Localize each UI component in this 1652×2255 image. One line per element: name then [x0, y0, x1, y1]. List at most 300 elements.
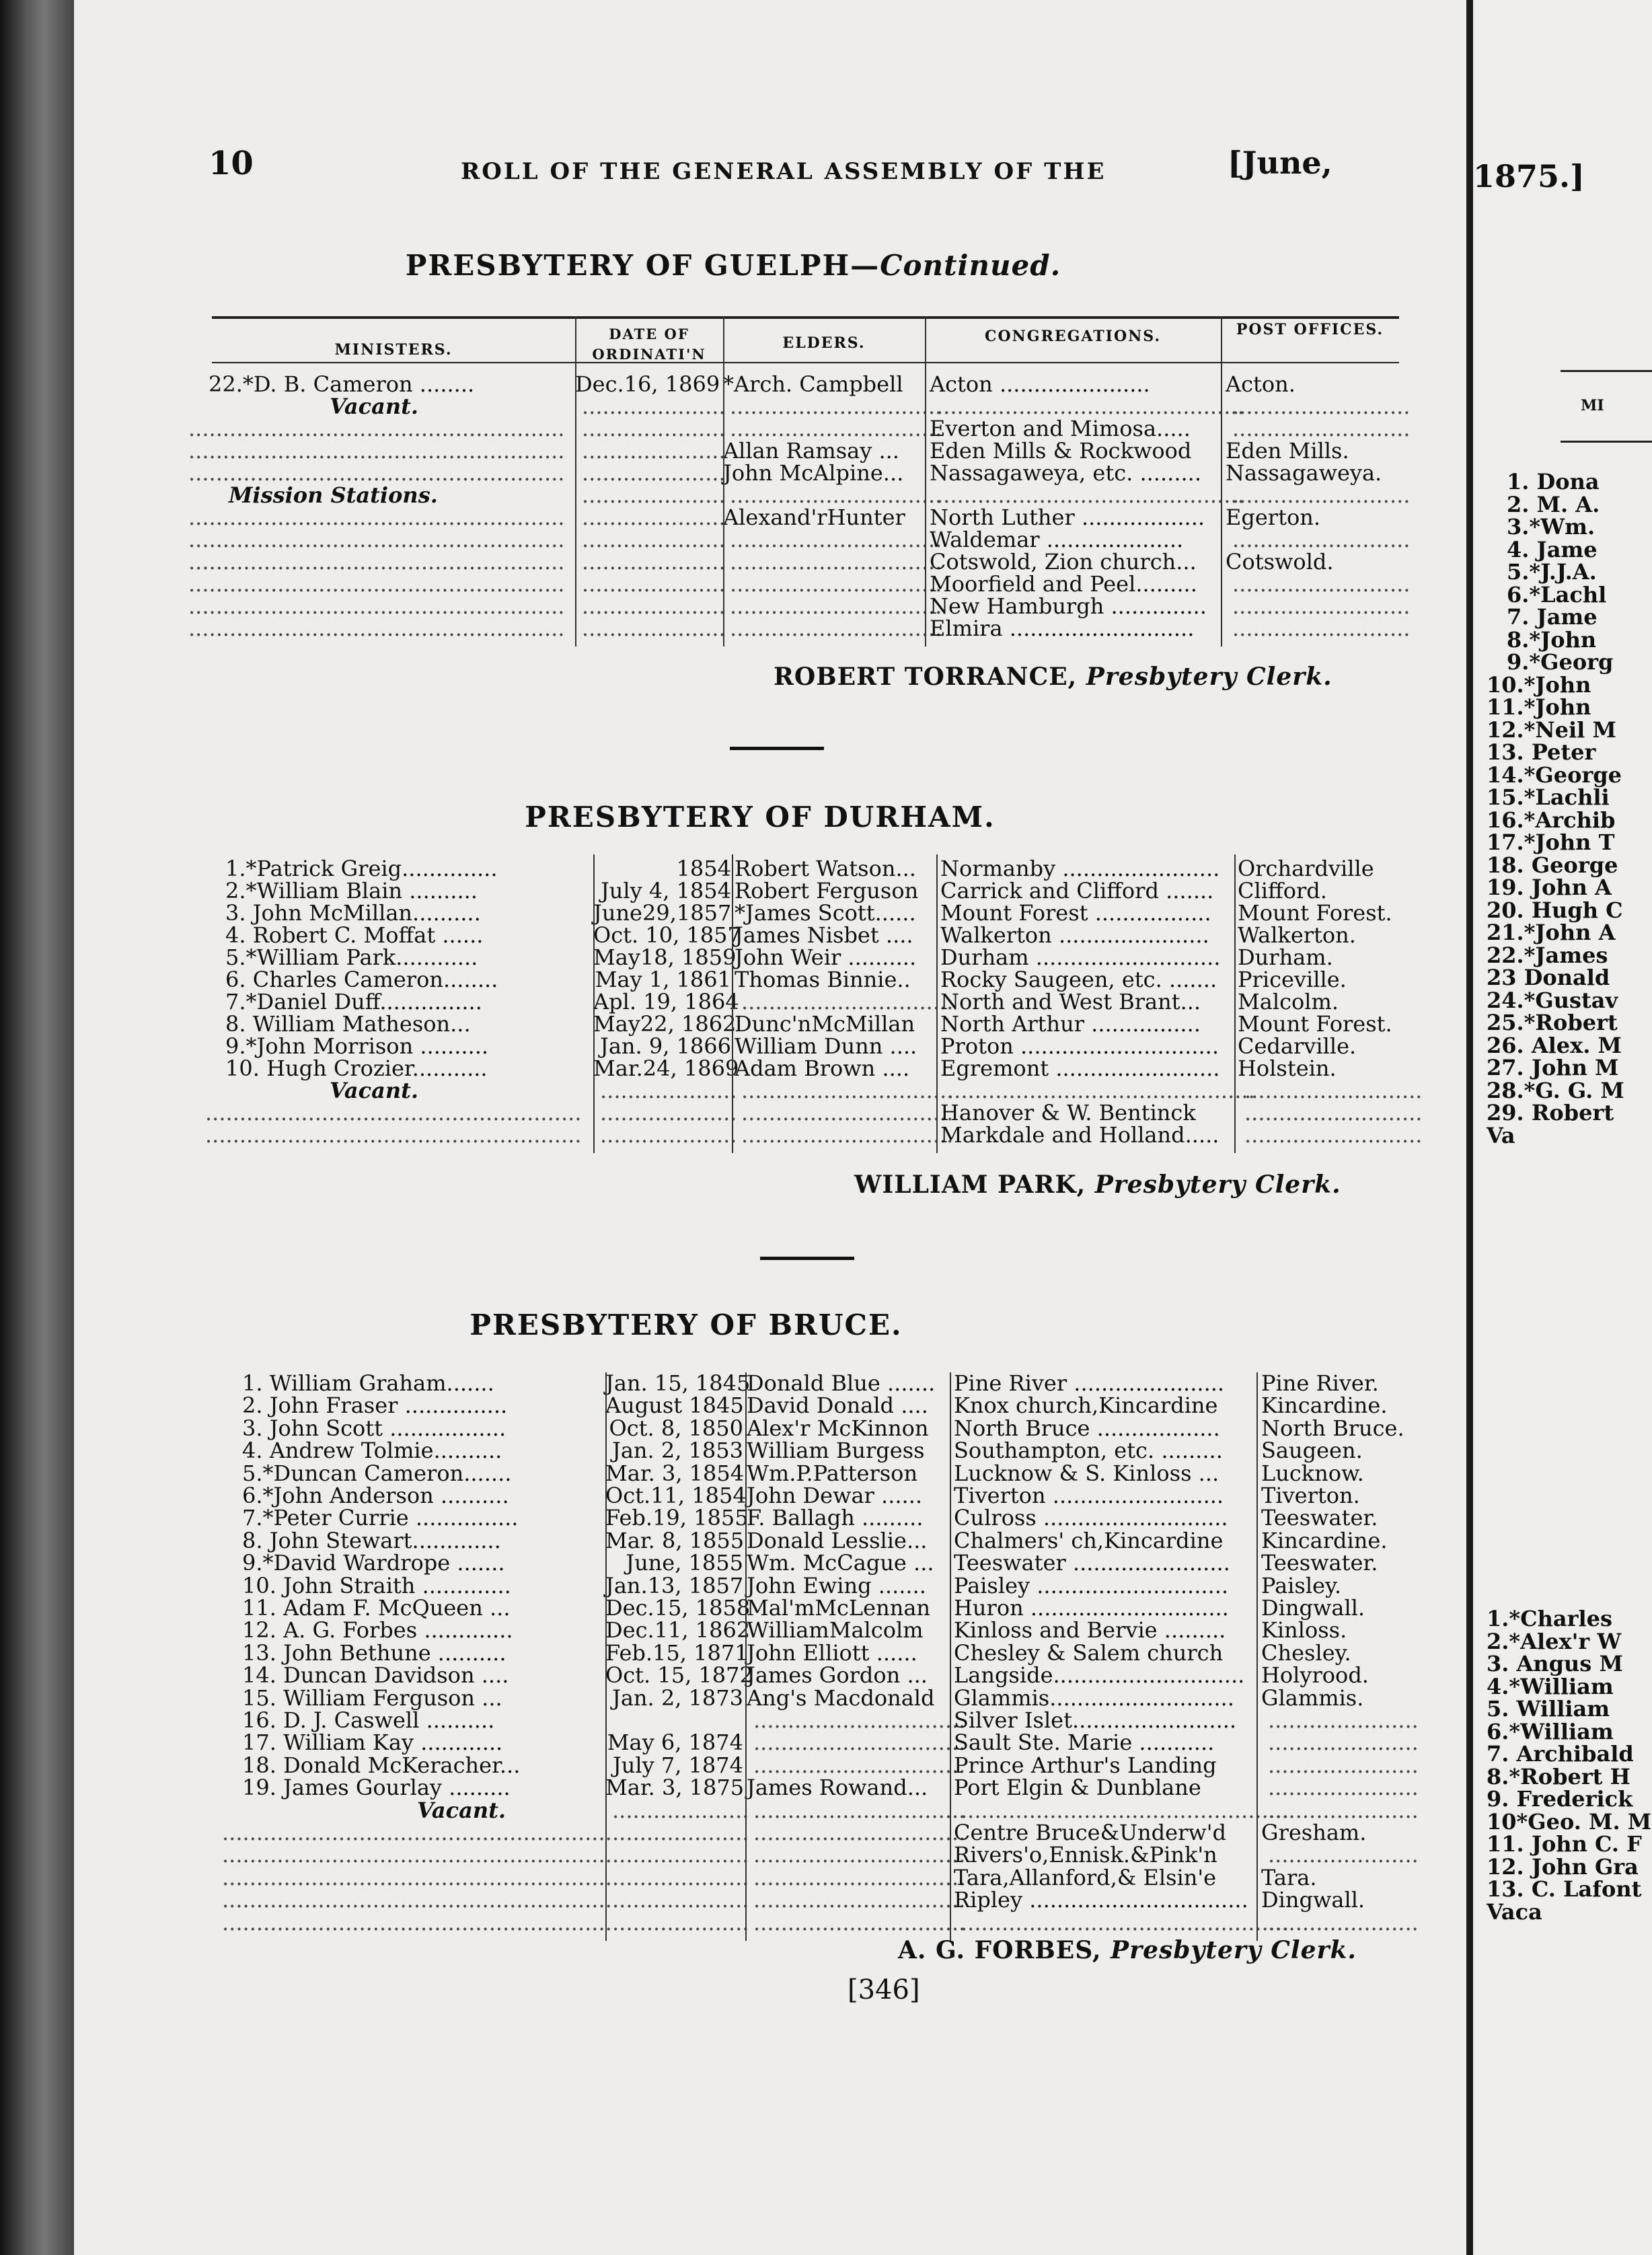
elder-name: John Elliott ......	[747, 1639, 917, 1666]
column-rule	[936, 854, 938, 1153]
elder-name: John Ewing .......	[747, 1572, 926, 1598]
minister-name: 5.*William Park............	[225, 945, 478, 970]
congregation-name: Knox church,Kincardine	[954, 1393, 1218, 1419]
facing-line: 20. Hugh C	[1487, 897, 1623, 923]
post-office: Clifford.	[1238, 878, 1327, 903]
facing-line: 8.*John	[1507, 626, 1597, 653]
facing-line: 1.*Charles	[1487, 1606, 1612, 1631]
facing-line: 4.*William	[1487, 1673, 1614, 1699]
filler-dots: ..........................	[1232, 482, 1411, 508]
facing-line: 11. John C. F	[1487, 1831, 1642, 1857]
elder-name: Donald Blue .......	[747, 1370, 936, 1396]
separator-2	[760, 1257, 854, 1260]
filler-dots: ...............................	[730, 394, 942, 419]
facing-line: 21.*John A	[1487, 920, 1616, 945]
post-office: North Bruce.	[1261, 1415, 1404, 1441]
post-office: Tara.	[1261, 1864, 1317, 1890]
congregation-name: Carrick and Clifford .......	[940, 878, 1214, 903]
post-office: Saugeen.	[1261, 1438, 1363, 1464]
ordination-date: May18, 1859	[593, 945, 737, 970]
congregation-name: Teeswater .......................	[954, 1550, 1230, 1576]
filler-dots: .......................................................	[188, 616, 565, 641]
congregation-name: Glammis...........................	[954, 1685, 1234, 1711]
minister-name: Vacant.	[330, 1078, 419, 1103]
post-office: Durham.	[1238, 945, 1333, 970]
ordination-date: Jan. 2, 1873	[612, 1685, 743, 1711]
post-office: Priceville.	[1238, 967, 1347, 992]
filler-dots: ....................	[600, 1122, 737, 1148]
facing-line: 6.*William	[1487, 1718, 1614, 1744]
congregation-name: Eden Mills & Rockwood	[930, 438, 1192, 464]
congregation-name: Southampton, etc. .........	[954, 1438, 1223, 1464]
durham-clerk-name: WILLIAM PARK,	[854, 1171, 1086, 1199]
post-office: Acton.	[1226, 371, 1296, 397]
bruce-clerk	[898, 1936, 1357, 1964]
page-gutter	[1466, 0, 1473, 2255]
ordination-date: Oct.11, 1854	[605, 1483, 747, 1508]
running-title: ROLL OF THE GENERAL ASSEMBLY OF THE	[461, 158, 1106, 185]
congregation-name: Langside............................	[954, 1662, 1245, 1689]
congregation-name: Paisley ............................	[954, 1572, 1229, 1598]
minister-name: 17. William Kay ............	[242, 1730, 503, 1756]
filler-dots: ......................	[1268, 1707, 1419, 1733]
facing-line: 23 Donald	[1487, 965, 1610, 990]
elder-name: WilliamMalcolm	[747, 1617, 924, 1643]
ordination-date: Jan. 2, 1853	[612, 1438, 743, 1464]
page-reference: [346]	[848, 1974, 920, 2005]
facing-line: Va	[1487, 1122, 1515, 1148]
column-rule	[950, 1372, 951, 1941]
page-number: 10	[209, 145, 254, 182]
durham-title: PRESBYTERY OF DURHAM.	[525, 801, 996, 834]
filler-dots: .....................	[582, 416, 726, 441]
congregation-name: Elmira ...........................	[930, 616, 1195, 641]
facing-line: 8.*Robert H	[1487, 1763, 1630, 1789]
elder-name: Wm.P.Patterson	[747, 1460, 918, 1486]
minister-name: 4. Andrew Tolmie..........	[242, 1438, 502, 1464]
elder-name: James Rowand...	[747, 1775, 928, 1801]
facing-line: 5. William	[1487, 1696, 1610, 1722]
col-head-ministers: MINISTERS.	[334, 341, 453, 359]
elder-name: Robert Ferguson	[735, 878, 919, 903]
facing-line: Vaca	[1487, 1898, 1542, 1925]
minister-name: 6.*John Anderson ..........	[242, 1483, 509, 1508]
ordination-date: Jan.13, 1857	[605, 1572, 744, 1598]
elder-name: James Gordon ...	[747, 1662, 928, 1689]
post-office: Mount Forest.	[1238, 900, 1392, 926]
filler-dots: ..........................	[1232, 616, 1411, 641]
elder-name: *James Scott......	[735, 900, 916, 926]
facing-line: 13. C. Lafont	[1487, 1876, 1642, 1902]
minister-name: 7.*Peter Currie ...............	[242, 1505, 519, 1531]
guelph-title	[74, 249, 1392, 282]
congregation-name: Rocky Saugeen, etc. .......	[940, 967, 1217, 992]
minister-name: 12. A. G. Forbes .............	[242, 1617, 513, 1643]
col-head-congregations: CONGREGATIONS.	[985, 328, 1161, 345]
facing-line: 13. Peter	[1487, 739, 1596, 765]
filler-dots: .........................................................	[222, 1820, 612, 1845]
facing-line: 29. Robert	[1487, 1100, 1614, 1125]
post-office: Paisley.	[1261, 1572, 1341, 1598]
ordination-date: Oct. 8, 1850	[609, 1415, 743, 1441]
document-page	[74, 0, 1466, 2255]
filler-dots: ...............................	[730, 593, 942, 619]
facing-line: 12. John Gra	[1487, 1853, 1639, 1880]
facing-line: 9. Frederick	[1487, 1786, 1633, 1812]
facing-line: 14.*George	[1487, 762, 1622, 788]
minister-name: 8. John Stewart.............	[242, 1527, 501, 1553]
minister-name: 1. William Graham.......	[242, 1370, 494, 1396]
ordination-date: Mar. 3, 1875	[605, 1775, 745, 1801]
elder-name: David Donald ....	[747, 1393, 928, 1419]
filler-dots: .........................................................	[222, 1864, 612, 1890]
elder-name: Robert Watson...	[735, 856, 916, 881]
running-month: [June,	[1228, 145, 1332, 181]
filler-dots: .........................................................	[222, 1909, 612, 1935]
ordination-date: July 7, 1874	[612, 1752, 743, 1778]
column-rule	[605, 1372, 607, 1941]
congregation-name: North and West Brant...	[940, 989, 1201, 1014]
facing-line: 18. George	[1487, 852, 1618, 878]
congregation-name: Chesley & Salem church	[954, 1639, 1224, 1666]
elder-name: John Weir ..........	[735, 945, 917, 970]
ordination-date: July 4, 1854	[600, 878, 731, 903]
filler-dots: ......................	[1268, 1909, 1419, 1935]
congregation-name: Markdale and Holland.....	[940, 1122, 1219, 1148]
minister-name: 18. Donald McKeracher...	[242, 1752, 521, 1778]
filler-dots: .....................	[582, 438, 726, 464]
ordination-date: Dec.15, 1858	[605, 1595, 751, 1621]
filler-dots: .......................................................	[205, 1100, 582, 1125]
guelph-title-main: PRESBYTERY OF GUELPH—	[405, 249, 880, 282]
elder-name: F. Ballagh .........	[747, 1505, 924, 1531]
elder-name: William Dunn ....	[735, 1033, 917, 1059]
filler-dots: ..........................	[1244, 1100, 1423, 1125]
congregation-name: Chalmers' ch,Kincardine	[954, 1527, 1224, 1553]
congregation-name: Kinloss and Bervie .........	[954, 1617, 1226, 1643]
post-office: Mount Forest.	[1238, 1011, 1392, 1037]
minister-name: 3. John Scott .................	[242, 1415, 506, 1441]
congregation-name: Nassagaweya, etc. .........	[930, 460, 1201, 486]
congregation-name: Lucknow & S. Kinloss ...	[954, 1460, 1219, 1486]
filler-dots: ...............................	[741, 989, 954, 1014]
filler-dots: ...............................	[753, 1887, 966, 1913]
ordination-date: Jan. 9, 1866	[600, 1033, 731, 1059]
elder-name: William Burgess	[747, 1438, 925, 1464]
filler-dots: ..........................	[1232, 571, 1411, 597]
bruce-clerk-title: Presbytery Clerk.	[1111, 1936, 1357, 1964]
ordination-date: June, 1855	[626, 1550, 743, 1576]
guelph-clerk-name: ROBERT TORRANCE,	[774, 663, 1078, 691]
filler-dots: .......................................................	[188, 549, 565, 575]
post-office: Walkerton.	[1238, 922, 1356, 948]
post-office: Holyrood.	[1261, 1662, 1369, 1689]
filler-dots: .....................	[582, 394, 726, 419]
filler-dots: ....................	[612, 1820, 749, 1845]
minister-name: Mission Stations.	[229, 482, 438, 508]
column-rule	[723, 316, 724, 646]
facing-line: 22.*James	[1487, 942, 1608, 968]
post-office: Chesley.	[1261, 1639, 1351, 1666]
facing-line: 24.*Gustav	[1487, 987, 1618, 1013]
facing-line: 26. Alex. M	[1487, 1032, 1622, 1058]
congregation-name: Mount Forest .................	[940, 900, 1211, 926]
congregation-name: Normanby .......................	[940, 856, 1220, 881]
filler-dots: .......................................................	[188, 416, 565, 441]
minister-name: 16. D. J. Caswell ..........	[242, 1707, 495, 1733]
minister-name: 11. Adam F. McQueen ...	[242, 1595, 511, 1621]
post-office: Dingwall.	[1261, 1887, 1365, 1913]
ordination-date: Feb.15, 1871	[605, 1639, 749, 1666]
elder-name: Allan Ramsay ...	[723, 438, 899, 464]
facing-line: 10*Geo. M. M	[1487, 1808, 1652, 1835]
filler-dots: .......................................................	[188, 460, 565, 486]
ordination-date: Mar.24, 1869	[593, 1056, 739, 1081]
filler-dots: ...............................	[741, 1122, 954, 1148]
filler-dots: ....................	[600, 1100, 737, 1125]
facing-line: 6.*Lachl	[1507, 581, 1607, 607]
congregation-name: Huron .............................	[954, 1595, 1229, 1621]
facing-page	[1473, 0, 1652, 2255]
elder-name: *Arch. Campbell	[723, 371, 903, 397]
filler-dots: ...............................	[753, 1752, 966, 1778]
congregation-name: Moorfield and Peel.........	[930, 571, 1197, 597]
book-edge	[0, 0, 74, 2255]
ordination-date: Apl. 19, 1864	[593, 989, 739, 1014]
filler-dots: ..........................	[1232, 394, 1411, 419]
facing-line: 7. Archibald	[1487, 1741, 1634, 1767]
elder-name: James Nisbet ....	[735, 922, 913, 948]
minister-name: Vacant.	[330, 394, 419, 419]
durham-clerk-title: Presbytery Clerk.	[1094, 1171, 1341, 1199]
minister-name: 10. Hugh Crozier...........	[225, 1056, 488, 1081]
minister-name: 7.*Daniel Duff...............	[225, 989, 482, 1014]
filler-dots: ....................	[612, 1842, 749, 1868]
col-head-post-offices: POST OFFICES.	[1236, 321, 1384, 338]
post-office: Lucknow.	[1261, 1460, 1364, 1486]
filler-dots: ....................	[612, 1887, 749, 1913]
elder-name: Mal'mMcLennan	[747, 1595, 930, 1621]
post-office: Glammis.	[1261, 1685, 1364, 1711]
filler-dots: ....................	[612, 1797, 749, 1823]
post-office: Pine River.	[1261, 1370, 1379, 1396]
minister-name: 2.*William Blain ..........	[225, 878, 478, 903]
congregation-name: Tara,Allanford,& Elsin'e	[954, 1864, 1217, 1890]
congregation-name: Centre Bruce&Underw'd	[954, 1820, 1227, 1845]
facing-line: 12.*Neil M	[1487, 716, 1616, 743]
post-office: Teeswater.	[1261, 1505, 1378, 1531]
filler-dots: .......................................................	[188, 527, 565, 552]
minister-name: 10. John Straith .............	[242, 1572, 511, 1598]
filler-dots: ................................................	[961, 1909, 1289, 1935]
filler-dots: .......................................................	[205, 1122, 582, 1148]
facing-year: 1875.]	[1473, 158, 1585, 194]
congregation-name: North Luther ..................	[930, 505, 1205, 530]
filler-dots: ...............................	[730, 616, 942, 641]
ordination-date: Oct. 15, 1872	[605, 1662, 753, 1689]
minister-name: 14. Duncan Davidson ....	[242, 1662, 509, 1689]
congregation-name: Sault Ste. Marie ...........	[954, 1730, 1215, 1756]
guelph-title-suffix: Continued.	[880, 249, 1061, 282]
filler-dots: ...............................	[753, 1707, 966, 1733]
post-office: Egerton.	[1226, 505, 1320, 530]
elder-name: John Dewar ......	[747, 1483, 923, 1508]
minister-name: 5.*Duncan Cameron.......	[242, 1460, 512, 1486]
facing-line: 7. Jame	[1507, 604, 1598, 630]
ordination-date: Feb.19, 1855	[605, 1505, 749, 1531]
filler-dots: .........................................................	[222, 1887, 612, 1913]
congregation-name: Prince Arthur's Landing	[954, 1752, 1217, 1778]
congregation-name: Tiverton .........................	[954, 1483, 1224, 1508]
column-rule	[745, 1372, 747, 1941]
filler-dots: ...............................	[741, 1100, 954, 1125]
post-office: Nassagaweya.	[1226, 460, 1382, 486]
ordination-date: August 1845	[605, 1393, 744, 1419]
filler-dots: ......................	[1268, 1775, 1419, 1801]
facing-line: 28.*G. G. M	[1487, 1077, 1624, 1103]
facing-line: 11.*John	[1487, 694, 1591, 720]
filler-dots: ...............................	[730, 549, 942, 575]
column-rule	[593, 854, 595, 1153]
facing-line: 16.*Archib	[1487, 807, 1616, 833]
column-rule	[732, 854, 733, 1153]
column-rule	[1221, 316, 1222, 646]
congregation-name: Pine River ......................	[954, 1370, 1225, 1396]
post-office: Holstein.	[1238, 1056, 1337, 1081]
minister-name: 15. William Ferguson ...	[242, 1685, 502, 1711]
post-office: Kincardine.	[1261, 1527, 1388, 1553]
minister-name: Vacant.	[417, 1797, 506, 1823]
congregation-name: Port Elgin & Dunblane	[954, 1775, 1201, 1801]
minister-name: 4. Robert C. Moffat ......	[225, 922, 484, 948]
filler-dots: ....................	[612, 1909, 749, 1935]
ordination-date: May 1, 1861	[595, 967, 731, 992]
column-rule	[925, 316, 926, 646]
filler-dots: .....................	[582, 460, 726, 486]
congregation-name: Egremont ........................	[940, 1056, 1220, 1081]
elder-name: Thomas Binnie..	[735, 967, 911, 992]
elder-name: Adam Brown ....	[735, 1056, 910, 1081]
facing-line: 2. M. A.	[1507, 491, 1600, 517]
post-office: Orchardville	[1238, 856, 1374, 881]
filler-dots: ....................	[612, 1864, 749, 1890]
minister-name: 6. Charles Cameron........	[225, 967, 498, 992]
filler-dots: .........................................................	[222, 1842, 612, 1868]
filler-dots: ...............................	[753, 1842, 966, 1868]
facing-rule-1	[1561, 370, 1652, 372]
filler-dots: .....................	[582, 505, 726, 530]
filler-dots: .....................	[582, 527, 726, 552]
filler-dots: ..........................	[1232, 527, 1411, 552]
ordination-date: Mar. 8, 1855	[605, 1527, 745, 1553]
facing-line: 9.*Georg	[1507, 649, 1614, 675]
filler-dots: .....................	[582, 549, 726, 575]
congregation-name: Everton and Mimosa.....	[930, 416, 1191, 441]
filler-dots: .....................	[582, 593, 726, 619]
bruce-title: PRESBYTERY OF BRUCE.	[470, 1308, 903, 1341]
congregation-name: Silver Islet........................	[954, 1707, 1237, 1733]
facing-line: 17.*John T	[1487, 829, 1615, 855]
post-office: Eden Mills.	[1226, 438, 1349, 464]
facing-line: 1. Dona	[1507, 469, 1600, 494]
column-rule	[1234, 854, 1236, 1153]
post-office: Dingwall.	[1261, 1595, 1365, 1621]
congregation-name: Culross ...........................	[954, 1505, 1228, 1531]
post-office: Teeswater.	[1261, 1550, 1378, 1576]
ordination-date: Mar. 3, 1854	[605, 1460, 745, 1486]
filler-dots: ......................	[1268, 1730, 1419, 1756]
congregation-name: Proton .............................	[940, 1033, 1219, 1059]
facing-line: 27. John M	[1487, 1055, 1619, 1080]
ordination-date: Oct. 10, 1857	[593, 922, 741, 948]
elder-name: Alexand'rHunter	[723, 505, 905, 530]
facing-line: 3. Angus M	[1487, 1651, 1623, 1676]
filler-dots: .....................	[582, 571, 726, 597]
guelph-clerk	[774, 663, 1332, 691]
ordination-date: May 6, 1874	[607, 1730, 743, 1756]
filler-dots: ..........................	[1244, 1122, 1423, 1148]
filler-dots: ...............................	[730, 571, 942, 597]
post-office: Tiverton.	[1261, 1483, 1360, 1508]
minister-name: 2. John Fraser ...............	[242, 1393, 508, 1419]
minister-name: 13. John Bethune ..........	[242, 1639, 506, 1666]
durham-clerk	[854, 1171, 1341, 1199]
filler-dots: ...............................	[730, 482, 942, 508]
facing-line: 25.*Robert	[1487, 1010, 1618, 1035]
col-head-date: DATE OF ORDINATI'N	[592, 326, 706, 363]
minister-name: 1.*Patrick Greig..............	[225, 856, 498, 881]
ordination-date: Dec.16, 1869	[575, 371, 720, 397]
post-office: Gresham.	[1261, 1820, 1367, 1845]
minister-name: 9.*David Wardrope .......	[242, 1550, 505, 1576]
facing-line: 2.*Alex'r W	[1487, 1628, 1622, 1654]
facing-line: 4. Jame	[1507, 536, 1598, 562]
facing-col-head: MI	[1581, 397, 1604, 414]
filler-dots: ......................	[1268, 1842, 1419, 1868]
filler-dots: .....................	[582, 616, 726, 641]
congregation-name: Acton ......................	[930, 371, 1150, 397]
column-rule	[575, 316, 576, 646]
ordination-date: Dec.11, 1862	[605, 1617, 751, 1643]
minister-name: 9.*John Morrison ..........	[225, 1033, 489, 1059]
congregation-name: Ripley ................................	[954, 1887, 1248, 1913]
congregation-name: New Hamburgh ..............	[930, 593, 1207, 619]
congregation-name: North Bruce ..................	[954, 1415, 1220, 1441]
filler-dots: .......................................................	[188, 438, 565, 464]
elder-name: John McAlpine...	[723, 460, 904, 486]
filler-dots: .............................................	[936, 394, 1244, 419]
filler-dots: ..........................	[1244, 1078, 1423, 1103]
filler-dots: .......................................................	[188, 571, 565, 597]
congregation-name: Walkerton ......................	[940, 922, 1209, 948]
filler-dots: ...............................	[753, 1730, 966, 1756]
col-head-elders: ELDERS.	[782, 334, 866, 352]
filler-dots: ...............................	[753, 1864, 966, 1890]
filler-dots: .............................................	[936, 482, 1244, 508]
congregation-name: Hanover & W. Bentinck	[940, 1100, 1196, 1125]
facing-line: 5.*J.J.A.	[1507, 559, 1597, 585]
separator-1	[730, 747, 824, 750]
post-office: Kinloss.	[1261, 1617, 1347, 1643]
filler-dots: ......................	[1268, 1752, 1419, 1778]
facing-line: 19. John A	[1487, 875, 1612, 900]
ordination-date: June29,1857	[593, 900, 732, 926]
facing-line: 15.*Lachli	[1487, 784, 1610, 810]
post-office: Malcolm.	[1238, 989, 1339, 1014]
filler-dots: ...............................	[730, 527, 942, 552]
minister-name: 22.*D. B. Cameron ........	[209, 371, 475, 397]
filler-dots: .............................................	[947, 1078, 1255, 1103]
